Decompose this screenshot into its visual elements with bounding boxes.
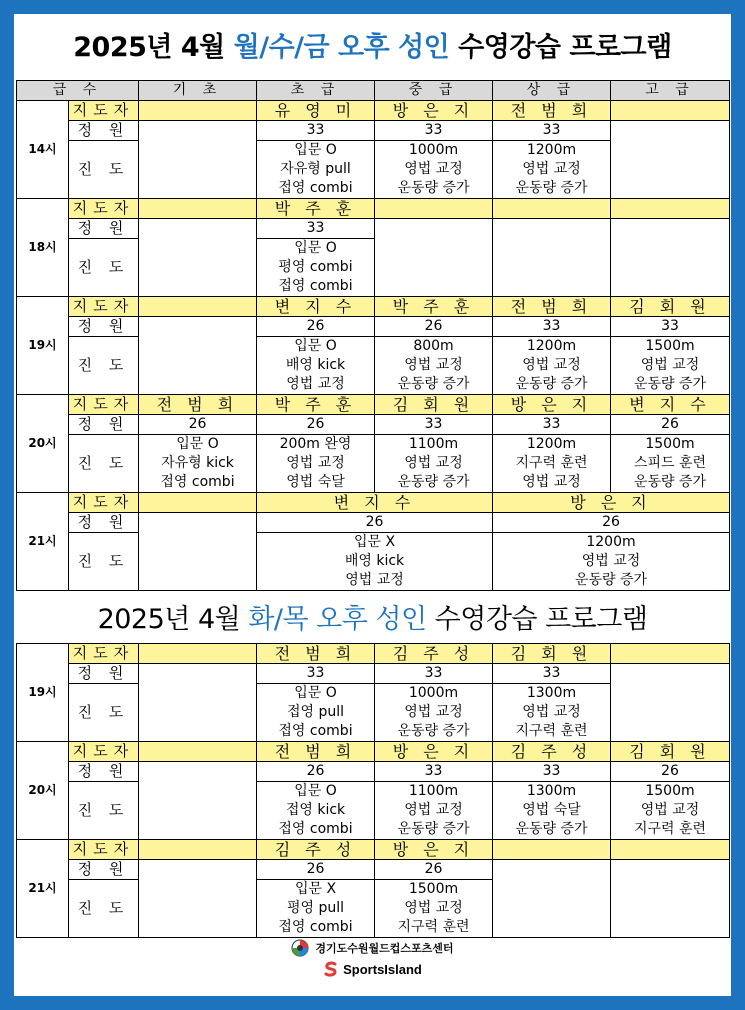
progress-line: 영법 교정 <box>522 357 581 373</box>
progress-line: 입문 O <box>294 685 337 701</box>
progress-cell <box>611 435 730 493</box>
capacity-row <box>17 219 730 239</box>
progress-label: 진 도 <box>69 435 139 493</box>
header-row <box>17 81 730 101</box>
progress-line: 영법 교정 <box>522 161 581 177</box>
progress-cell <box>139 435 257 493</box>
instructor-name <box>139 199 257 219</box>
progress-cell <box>257 782 375 840</box>
progress-line: 운동량 증가 <box>515 180 588 196</box>
progress-line: 영법 교정 <box>640 802 700 818</box>
org-name: 경기도수원월드컵스포츠센터 <box>315 942 454 955</box>
progress-cell <box>375 435 493 493</box>
instructor-row <box>17 840 730 860</box>
footer <box>16 938 729 988</box>
capacity-value: 33 <box>611 317 730 337</box>
capacity-value: 26 <box>375 860 493 880</box>
empty-cell <box>493 860 611 938</box>
progress-line: 평영 pull <box>286 900 345 916</box>
capacity-value: 33 <box>257 664 375 684</box>
instructor-row <box>17 644 730 664</box>
progress-line: 입문 O <box>176 436 219 452</box>
capacity-value: 26 <box>257 762 375 782</box>
instructor-name: 방 은 지 <box>375 101 493 121</box>
progress-label: 진 도 <box>69 880 139 938</box>
instructor-name: 전 범 희 <box>139 395 257 415</box>
empty-cell <box>611 121 730 199</box>
instructor-name <box>139 493 257 513</box>
header-intermediate: 중 급 <box>375 81 493 101</box>
brand-logo <box>16 958 729 980</box>
progress-cell <box>257 141 375 199</box>
progress-cell <box>611 782 730 840</box>
progress-line: 지구력 훈련 <box>397 919 470 935</box>
progress-line: 영법 교정 <box>345 572 404 588</box>
capacity-value: 26 <box>139 415 257 435</box>
sportsisland-icon <box>323 961 339 977</box>
instructor-name: 전 범 희 <box>493 101 611 121</box>
header-beginner: 초 급 <box>257 81 375 101</box>
instructor-name <box>611 840 730 860</box>
progress-line: 영법 교정 <box>640 357 700 373</box>
progress-line: 입문 O <box>294 338 337 354</box>
progress-line: 접영 combi <box>278 180 353 196</box>
progress-line: 운동량 증가 <box>397 180 470 196</box>
instructor-name: 유 영 미 <box>257 101 375 121</box>
instructor-name <box>611 199 730 219</box>
empty-cell <box>139 317 257 395</box>
instructor-name <box>493 840 611 860</box>
instructor-name <box>493 199 611 219</box>
instructor-name <box>139 742 257 762</box>
capacity-value: 26 <box>375 317 493 337</box>
progress-row <box>17 337 730 395</box>
progress-label: 진 도 <box>69 141 139 199</box>
progress-line: 영법 교정 <box>404 357 463 373</box>
progress-line: 1000m <box>408 685 459 701</box>
capacity-label: 정 원 <box>69 121 139 141</box>
instructor-name: 박 주 훈 <box>257 199 375 219</box>
progress-line: 접영 combi <box>278 723 353 739</box>
progress-line: 1300m <box>526 685 577 701</box>
capacity-value: 26 <box>611 762 730 782</box>
capacity-value: 33 <box>375 762 493 782</box>
progress-cell <box>493 435 611 493</box>
capacity-label: 정 원 <box>69 860 139 880</box>
schedule-table-mwf <box>16 80 730 591</box>
progress-line: 운동량 증가 <box>515 376 588 392</box>
capacity-value: 26 <box>257 415 375 435</box>
capacity-label: 정 원 <box>69 762 139 782</box>
header-basic: 기 초 <box>139 81 257 101</box>
time-cell: 19시 <box>17 644 69 742</box>
title-tt-suffix: 수영강습 프로그램 <box>426 604 648 635</box>
instructor-name: 변 지 수 <box>257 493 493 513</box>
progress-cell <box>257 533 493 591</box>
progress-label: 진 도 <box>69 337 139 395</box>
title-mwf-prefix: 2025년 4월 <box>73 32 234 63</box>
empty-cell <box>139 513 257 591</box>
progress-cell <box>493 684 611 742</box>
progress-line: 영법 교정 <box>522 704 581 720</box>
content <box>16 16 729 977</box>
progress-line: 영법 숙달 <box>286 474 345 490</box>
progress-line: 영법 교정 <box>404 900 463 916</box>
progress-label: 진 도 <box>69 533 139 591</box>
instructor-label: 지도자 <box>69 742 139 762</box>
org-logo <box>16 938 729 958</box>
time-cell: 14시 <box>17 101 69 199</box>
instructor-name <box>375 199 493 219</box>
progress-line: 운동량 증가 <box>397 474 470 490</box>
progress-line: 배영 kick <box>285 357 346 373</box>
progress-line: 지구력 훈련 <box>515 455 588 471</box>
progress-cell <box>493 782 611 840</box>
time-cell: 19시 <box>17 297 69 395</box>
empty-cell <box>139 121 257 199</box>
progress-line: 운동량 증가 <box>633 474 707 490</box>
progress-line: 운동량 증가 <box>397 376 470 392</box>
progress-line: 200m 완영 <box>279 436 352 452</box>
instructor-name: 박 주 훈 <box>257 395 375 415</box>
capacity-value: 33 <box>493 762 611 782</box>
capacity-value: 26 <box>493 513 730 533</box>
capacity-row <box>17 513 730 533</box>
progress-line: 운동량 증가 <box>397 821 470 837</box>
capacity-value: 26 <box>611 415 730 435</box>
capacity-value: 33 <box>493 121 611 141</box>
time-cell: 20시 <box>17 395 69 493</box>
instructor-row <box>17 395 730 415</box>
empty-cell <box>139 664 257 742</box>
progress-line: 1100m <box>408 783 459 799</box>
instructor-row <box>17 742 730 762</box>
progress-line: 접영 combi <box>278 821 353 837</box>
capacity-value: 26 <box>257 513 493 533</box>
progress-line: 입문 X <box>353 534 396 550</box>
progress-label: 진 도 <box>69 782 139 840</box>
progress-cell <box>375 782 493 840</box>
progress-cell <box>257 880 375 938</box>
time-cell: 20시 <box>17 742 69 840</box>
empty-cell <box>611 219 730 297</box>
progress-line: 1500m <box>408 881 459 897</box>
capacity-row <box>17 317 730 337</box>
schedule-table-tt <box>16 643 730 938</box>
instructor-name: 박 주 훈 <box>375 297 493 317</box>
instructor-name: 전 범 희 <box>493 297 611 317</box>
progress-line: 1500m <box>645 783 695 799</box>
instructor-name: 김 회 원 <box>611 297 730 317</box>
instructor-label: 지도자 <box>69 840 139 860</box>
capacity-value: 33 <box>375 121 493 141</box>
title-tt-highlight: 화/목 오후 성인 <box>248 604 427 635</box>
progress-line: 지구력 훈련 <box>633 821 707 837</box>
progress-line: 스피드 훈련 <box>633 455 707 471</box>
capacity-value: 33 <box>375 415 493 435</box>
instructor-name <box>139 101 257 121</box>
progress-row <box>17 435 730 493</box>
instructor-label: 지도자 <box>69 101 139 121</box>
progress-cell <box>375 684 493 742</box>
instructor-name <box>139 297 257 317</box>
instructor-row <box>17 101 730 121</box>
progress-line: 1200m <box>526 338 577 354</box>
progress-line: 영법 숙달 <box>522 802 581 818</box>
instructor-name: 변 지 수 <box>611 395 730 415</box>
capacity-row <box>17 415 730 435</box>
capacity-value: 33 <box>493 317 611 337</box>
instructor-name: 방 은 지 <box>375 742 493 762</box>
progress-line: 운동량 증가 <box>397 723 470 739</box>
time-cell: 21시 <box>17 493 69 591</box>
progress-line: 운동량 증가 <box>515 821 588 837</box>
header-advanced: 고 급 <box>611 81 730 101</box>
capacity-label: 정 원 <box>69 415 139 435</box>
instructor-name: 방 은 지 <box>493 493 730 513</box>
progress-line: 접영 kick <box>285 802 346 818</box>
capacity-row <box>17 762 730 782</box>
capacity-label: 정 원 <box>69 513 139 533</box>
instructor-row <box>17 199 730 219</box>
progress-line: 영법 교정 <box>286 455 345 471</box>
brand-name: SportsIsland <box>343 961 422 977</box>
progress-line: 접영 combi <box>160 474 235 490</box>
instructor-name: 방 은 지 <box>493 395 611 415</box>
instructor-label: 지도자 <box>69 199 139 219</box>
progress-line: 입문 O <box>294 142 337 158</box>
progress-line: 입문 O <box>294 783 337 799</box>
progress-label: 진 도 <box>69 684 139 742</box>
instructor-name: 김 회 원 <box>611 742 730 762</box>
progress-cell <box>257 684 375 742</box>
progress-line: 1200m <box>526 142 577 158</box>
instructor-name: 김 회 원 <box>375 395 493 415</box>
progress-line: 영법 교정 <box>581 553 641 569</box>
instructor-name: 김 주 성 <box>493 742 611 762</box>
instructor-label: 지도자 <box>69 395 139 415</box>
capacity-label: 정 원 <box>69 664 139 684</box>
empty-cell <box>611 860 730 938</box>
progress-line: 1000m <box>408 142 459 158</box>
progress-line: 평영 combi <box>278 259 353 275</box>
title-mwf-highlight: 월/수/금 오후 성인 <box>233 32 450 63</box>
progress-line: 지구력 훈련 <box>515 723 588 739</box>
progress-row <box>17 782 730 840</box>
instructor-name: 김 주 성 <box>375 644 493 664</box>
instructor-name: 전 범 희 <box>257 742 375 762</box>
capacity-row <box>17 121 730 141</box>
title-tt <box>16 591 729 643</box>
instructor-name: 방 은 지 <box>375 840 493 860</box>
instructor-label: 지도자 <box>69 297 139 317</box>
time-cell: 21시 <box>17 840 69 938</box>
progress-label: 진 도 <box>69 239 139 297</box>
instructor-name <box>139 644 257 664</box>
header-level: 급 수 <box>17 81 139 101</box>
progress-line: 영법 교정 <box>404 802 463 818</box>
progress-row <box>17 533 730 591</box>
instructor-name: 김 주 성 <box>257 840 375 860</box>
capacity-value: 33 <box>257 219 375 239</box>
instructor-name <box>611 644 730 664</box>
progress-line: 1200m <box>586 534 636 550</box>
instructor-row <box>17 493 730 513</box>
instructor-name <box>611 101 730 121</box>
progress-line: 1300m <box>526 783 577 799</box>
empty-cell <box>493 219 611 297</box>
title-mwf-suffix: 수영강습 프로그램 <box>449 32 672 63</box>
progress-line: 접영 combi <box>278 919 353 935</box>
progress-cell <box>493 141 611 199</box>
header-upper: 상 급 <box>493 81 611 101</box>
progress-line: 영법 교정 <box>522 474 581 490</box>
progress-line: 영법 교정 <box>404 704 463 720</box>
progress-line: 1500m <box>645 338 695 354</box>
progress-line: 입문 O <box>294 240 337 256</box>
empty-cell <box>139 860 257 938</box>
capacity-value: 26 <box>257 317 375 337</box>
empty-cell <box>611 664 730 742</box>
empty-cell <box>375 219 493 297</box>
progress-cell <box>375 337 493 395</box>
instructor-name: 전 범 희 <box>257 644 375 664</box>
progress-line: 자유형 kick <box>161 455 234 471</box>
progress-line: 입문 X <box>294 881 337 897</box>
title-tt-prefix: 2025년 4월 <box>97 604 249 635</box>
progress-cell <box>375 880 493 938</box>
empty-cell <box>139 219 257 297</box>
capacity-value: 33 <box>493 415 611 435</box>
progress-line: 영법 교정 <box>404 161 463 177</box>
progress-cell <box>375 141 493 199</box>
progress-line: 영법 교정 <box>286 376 345 392</box>
instructor-name: 변 지 수 <box>257 297 375 317</box>
capacity-row <box>17 664 730 684</box>
progress-line: 자유형 pull <box>280 161 351 177</box>
soccer-ball-icon <box>291 939 309 957</box>
capacity-label: 정 원 <box>69 317 139 337</box>
progress-cell <box>611 337 730 395</box>
empty-cell <box>139 762 257 840</box>
progress-cell <box>257 435 375 493</box>
instructor-name: 김 회 원 <box>493 644 611 664</box>
instructor-label: 지도자 <box>69 493 139 513</box>
capacity-value: 33 <box>375 664 493 684</box>
progress-line: 운동량 증가 <box>633 376 707 392</box>
progress-cell <box>493 337 611 395</box>
instructor-row <box>17 297 730 317</box>
instructor-name <box>139 840 257 860</box>
progress-line: 1500m <box>645 436 695 452</box>
progress-line: 접영 pull <box>286 704 345 720</box>
progress-line: 영법 교정 <box>404 455 463 471</box>
progress-cell <box>257 337 375 395</box>
progress-cell <box>493 533 730 591</box>
time-cell: 18시 <box>17 199 69 297</box>
capacity-value: 26 <box>257 860 375 880</box>
progress-line: 1100m <box>408 436 459 452</box>
capacity-label: 정 원 <box>69 219 139 239</box>
capacity-row <box>17 860 730 880</box>
progress-line: 1200m <box>526 436 577 452</box>
progress-cell <box>257 239 375 297</box>
progress-line: 운동량 증가 <box>574 572 648 588</box>
progress-line: 배영 kick <box>344 553 405 569</box>
instructor-label: 지도자 <box>69 644 139 664</box>
capacity-value: 33 <box>257 121 375 141</box>
title-mwf <box>16 16 729 80</box>
progress-line: 800m <box>413 338 454 354</box>
capacity-value: 33 <box>493 664 611 684</box>
progress-line: 접영 combi <box>278 278 353 294</box>
